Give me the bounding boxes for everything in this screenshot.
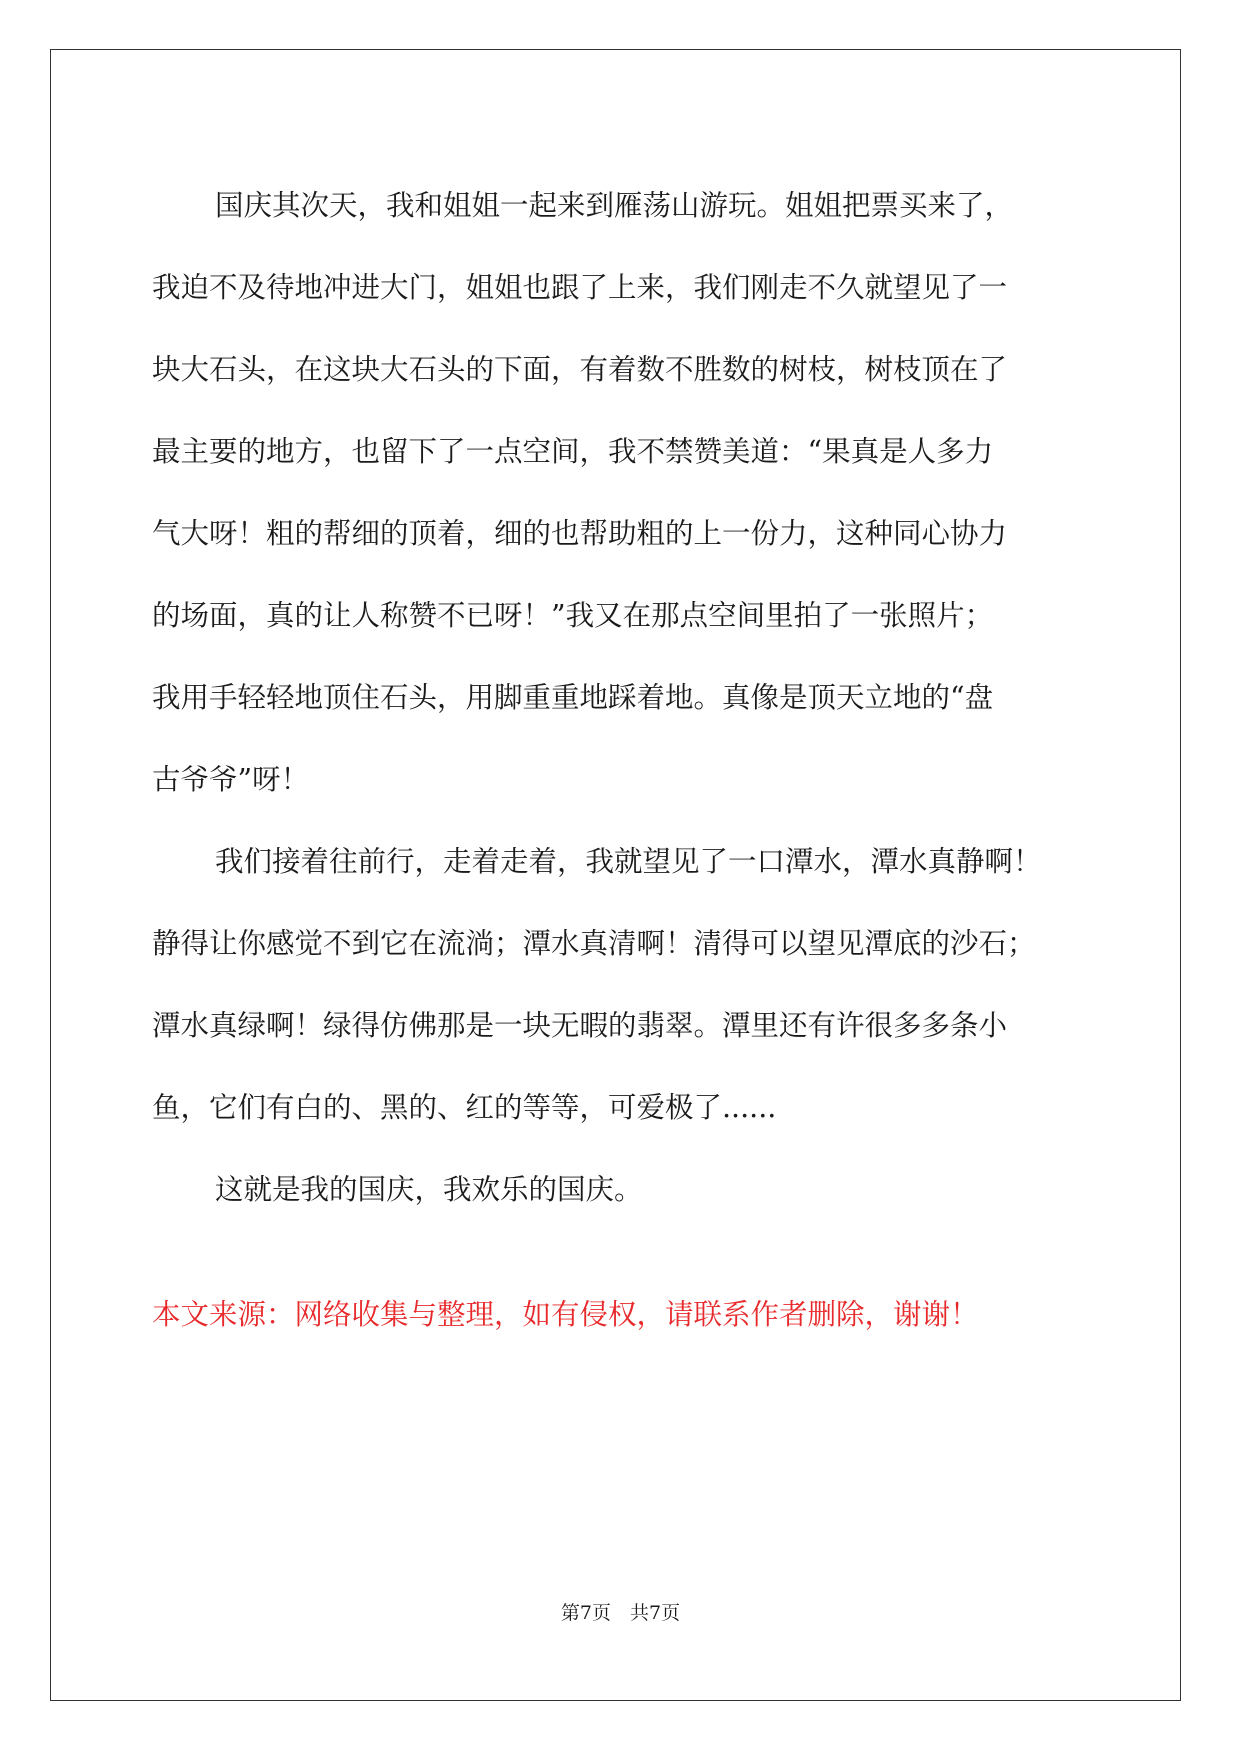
text-line: 我们接着往前行，走着走着，我就望见了一口潭水，潭水真静啊！ [215, 845, 1042, 878]
paragraph-2 [152, 821, 1102, 1149]
text-line: 这就是我的国庆，我欢乐的国庆。 [215, 1173, 643, 1206]
text-line: 最主要的地方，也留下了一点空间，我不禁赞美道：“果真是人多力 [152, 435, 994, 468]
paragraph-1 [152, 165, 1102, 821]
source-disclaimer: 本文来源：网络收集与整理，如有侵权，请联系作者删除，谢谢！ [152, 1298, 979, 1331]
text-line: 我用手轻轻地顶住石头，用脚重重地踩着地。真像是顶天立地的“盘 [152, 681, 994, 714]
paragraph-3 [152, 1149, 1102, 1231]
text-line: 气大呀！粗的帮细的顶着，细的也帮助粗的上一份力，这种同心协力 [152, 517, 1008, 550]
text-line: 块大石头，在这块大石头的下面，有着数不胜数的树枝，树枝顶在了 [152, 353, 1008, 386]
text-line: 的场面，真的让人称赞不已呀！”我又在那点空间里拍了一张照片； [152, 599, 994, 632]
text-line: 静得让你感觉不到它在流淌；潭水真清啊！清得可以望见潭底的沙石； [152, 927, 1036, 960]
text-line: 潭水真绿啊！绿得仿佛那是一块无暇的翡翠。潭里还有许很多多条小 [152, 1009, 1008, 1042]
text-line: 古爷爷”呀！ [152, 763, 310, 796]
text-line: 鱼，它们有白的、黑的、红的等等，可爱极了...... [152, 1091, 777, 1124]
article-body [152, 165, 1102, 1231]
page-number: 第7页 共7页 [560, 1602, 681, 1624]
text-line: 我迫不及待地冲进大门，姐姐也跟了上来，我们刚走不久就望见了一 [152, 271, 1008, 304]
text-line: 国庆其次天，我和姐姐一起来到雁荡山游玩。姐姐把票买来了， [215, 189, 1014, 222]
